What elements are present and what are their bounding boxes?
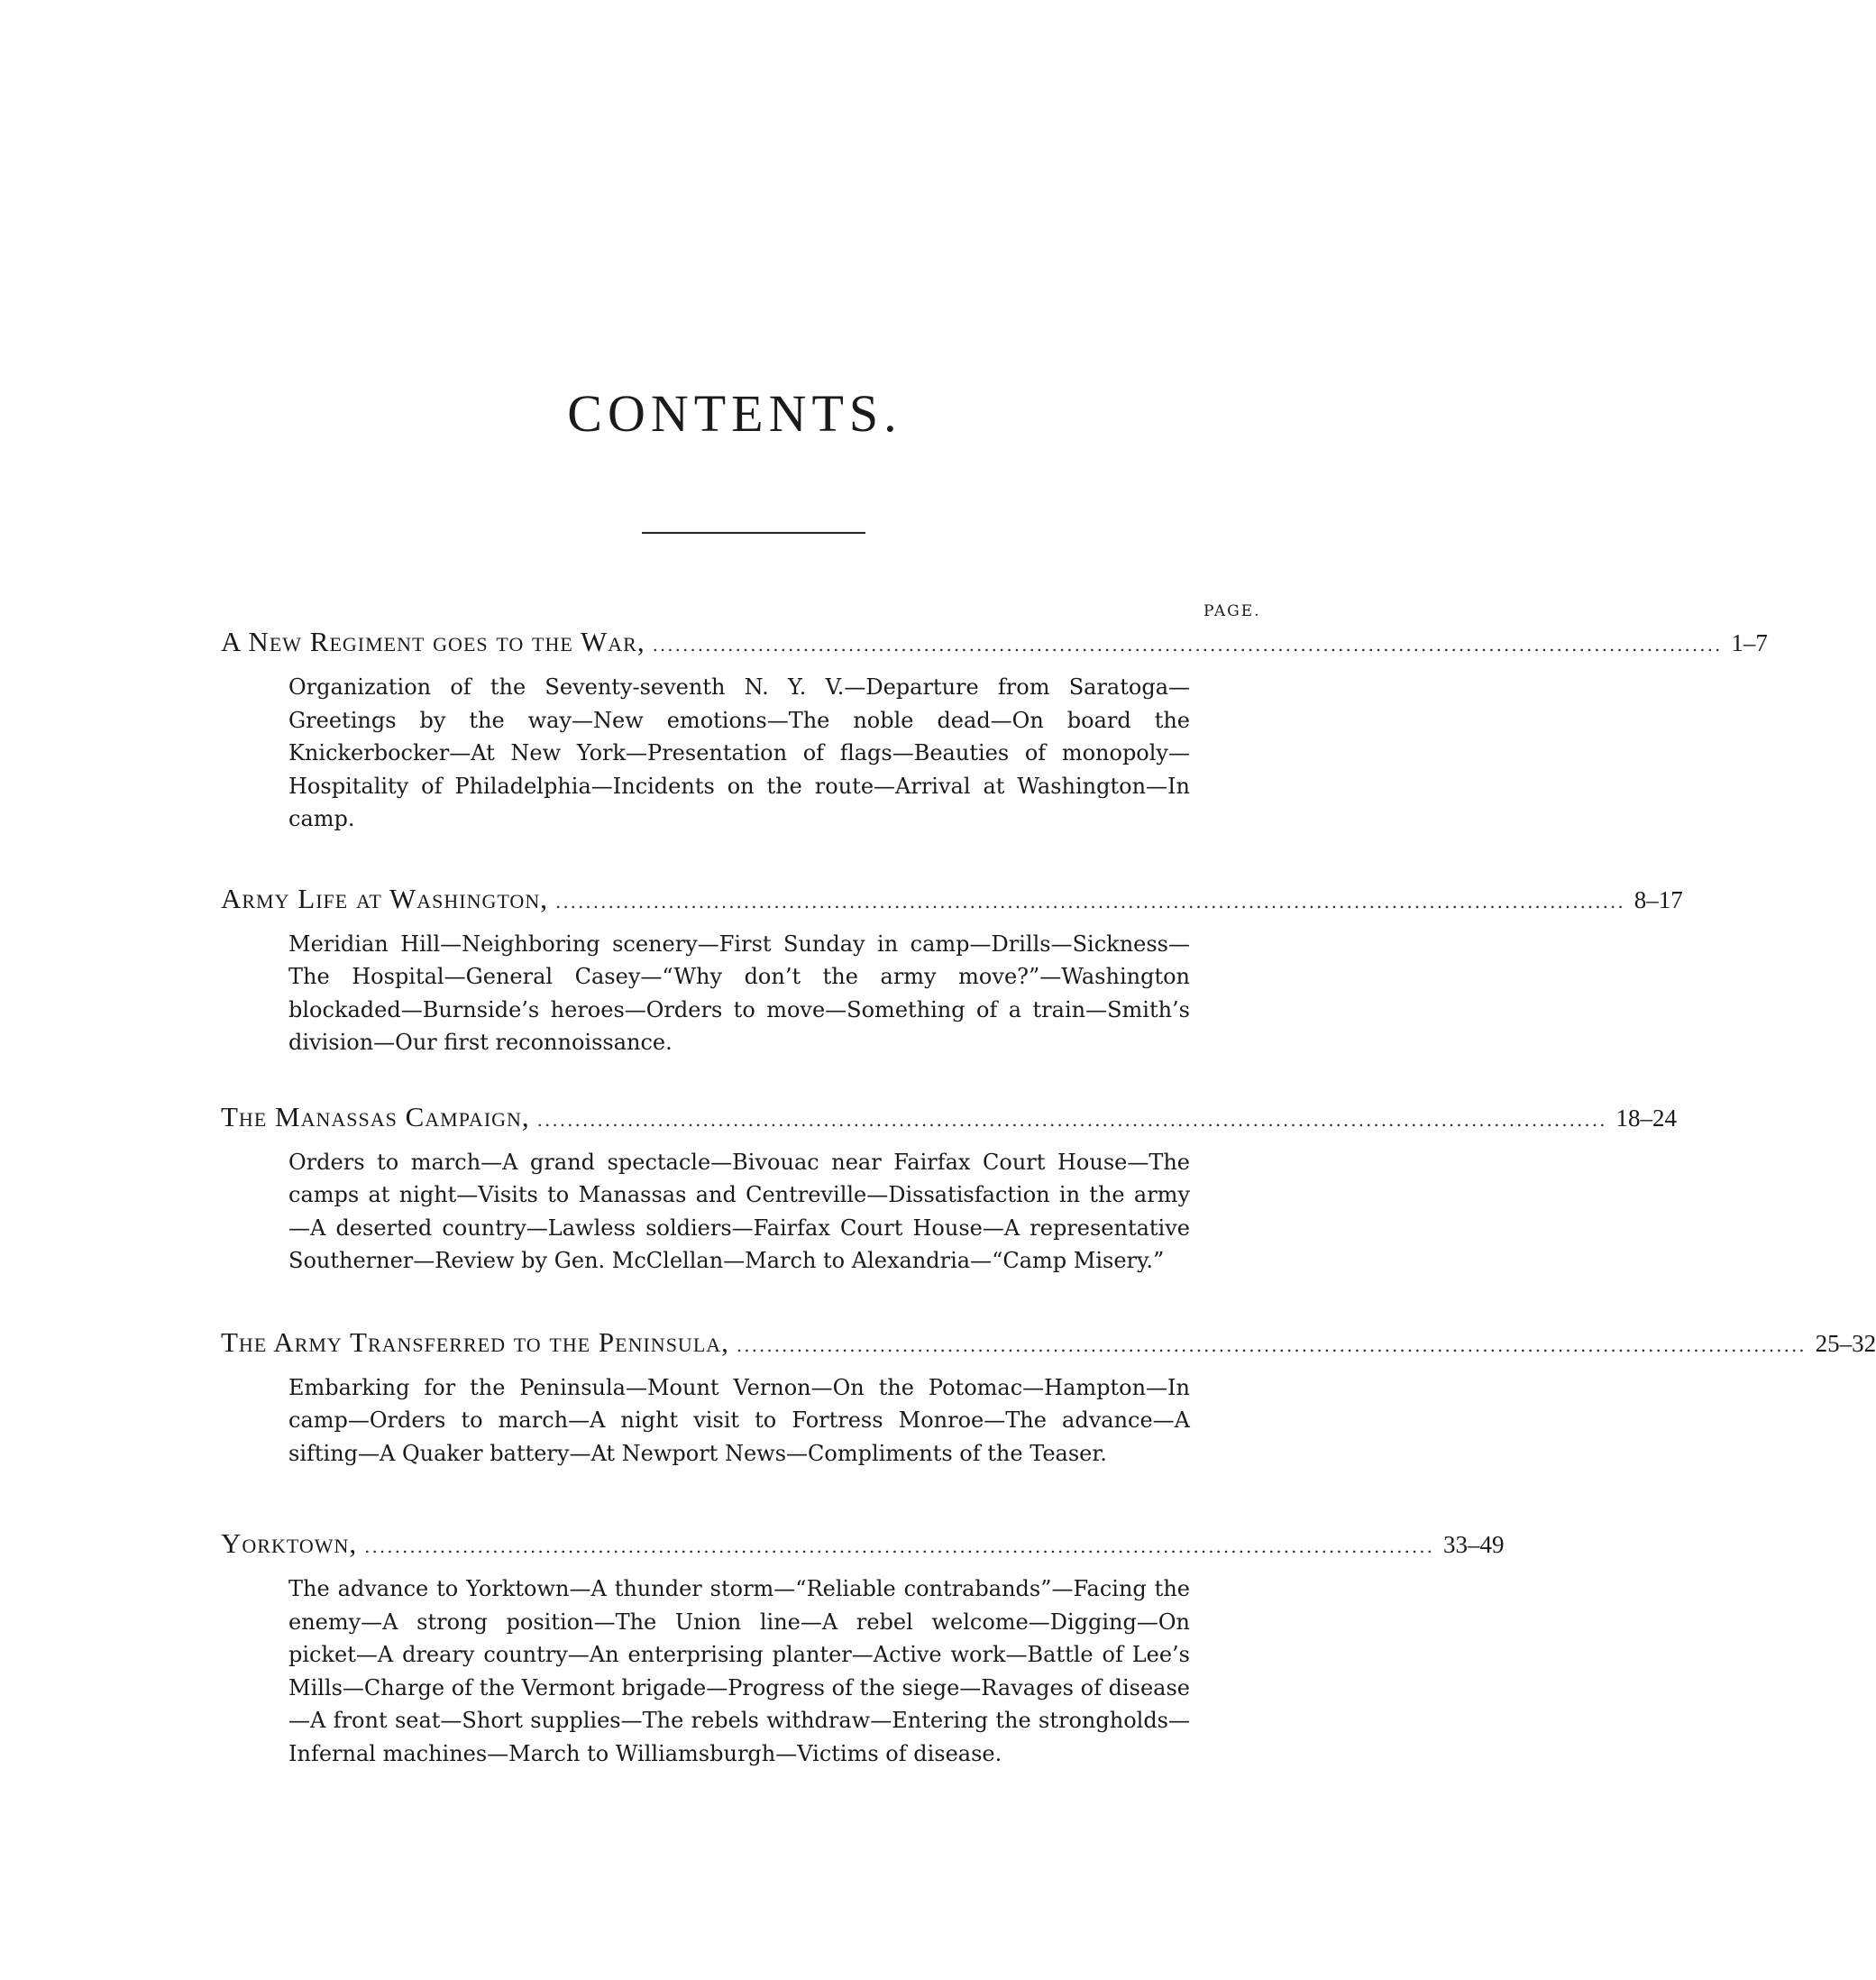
toc-entry: [221, 1526, 1505, 1770]
chapter-title: Army Life at Washington,: [221, 882, 548, 914]
page-title: CONTENTS.: [567, 384, 902, 443]
chapter-title: Yorktown,: [221, 1527, 358, 1559]
dot-leader: ..............................................................................................................................................: [652, 634, 1723, 655]
toc-entry-heading: [221, 881, 1683, 917]
chapter-summary: The advance to Yorktown—A thunder storm—“Reliable contrabands”—Facing the enemy—A strong position—The Union line—A rebel welcome—Digging—On picket—A dreary country—An enterprising planter—Active work—Battle of Lee’s Mills—Charge of the Vermont brigade—Progress of the siege—Ravages of disease—A front seat—Short supplies—The rebels withdraw—Entering the strongholds—Infernal machines—March to Williamsburgh—Victims of disease.: [288, 1576, 1190, 1766]
toc-entry-heading: [221, 1325, 1876, 1361]
chapter-title: A New Regiment goes to the War,: [221, 626, 645, 657]
table-of-contents: [221, 624, 1876, 1815]
dot-leader: ..............................................................................................................................................: [736, 1334, 1807, 1356]
chapter-title: The Manassas Campaign,: [221, 1100, 530, 1132]
toc-entry-heading: [221, 1099, 1677, 1135]
toc-entry: [221, 1099, 1677, 1278]
chapter-summary: Meridian Hill—Neighboring scenery—First Sunday in camp—Drills—Sickness—The Hospital—General Casey—“Why don’t the army move?”—Washington blockaded—Burnside’s heroes—Orders to move—Something of a train—Smith’s division—Our first reconnoissance.: [288, 930, 1190, 1055]
chapter-title: The Army Transferred to the Peninsula,: [221, 1325, 729, 1358]
page-column-label: PAGE.: [1203, 602, 1261, 620]
chapter-summary: Embarking for the Peninsula—Mount Vernon—On the Potomac—Hampton—In camp—Orders to march—A night visit to Fortress Monroe—The advance—A sifting—A Quaker battery—At Newport News—Compliments of the Teaser.: [288, 1374, 1190, 1466]
toc-entry: [221, 624, 1768, 836]
chapter-page-range: 18–24: [1615, 1104, 1677, 1132]
dot-leader: ..............................................................................................................................................: [554, 890, 1625, 912]
dot-leader: ..............................................................................................................................................: [536, 1108, 1607, 1131]
chapter-page-range: 8–17: [1633, 885, 1683, 913]
chapter-page-range: 33–49: [1442, 1531, 1505, 1558]
chapter-summary: Organization of the Seventy-seventh N. Y. V.—Departure from Saratoga—Greetings by the way—New emotions—The noble dead—On board the Knickerbocker—At New York—Presentation of flags—Beauties of monopoly—Hospitality of Philadelphia—Incidents on the route—Arrival at Washington—In camp.: [288, 674, 1190, 831]
toc-entry: [221, 881, 1683, 1059]
chapter-page-range: 25–32: [1815, 1329, 1876, 1357]
toc-entry-heading: [221, 1526, 1505, 1562]
toc-entry-heading: [221, 624, 1768, 660]
dot-leader: ..............................................................................................................................................: [364, 1535, 1434, 1557]
chapter-page-range: 1–7: [1731, 629, 1768, 656]
toc-entry: [221, 1325, 1876, 1471]
title-rule-divider: [642, 532, 865, 534]
chapter-summary: Orders to march—A grand spectacle—Bivouac near Fairfax Court House—The camps at night—Visits to Manassas and Centreville—Dissatisfaction in the army—A deserted country—Lawless soldiers—Fairfax Court House—A representative Southerner—Review by Gen. McClellan—March to Alexandria—“Camp Misery.”: [288, 1149, 1190, 1273]
